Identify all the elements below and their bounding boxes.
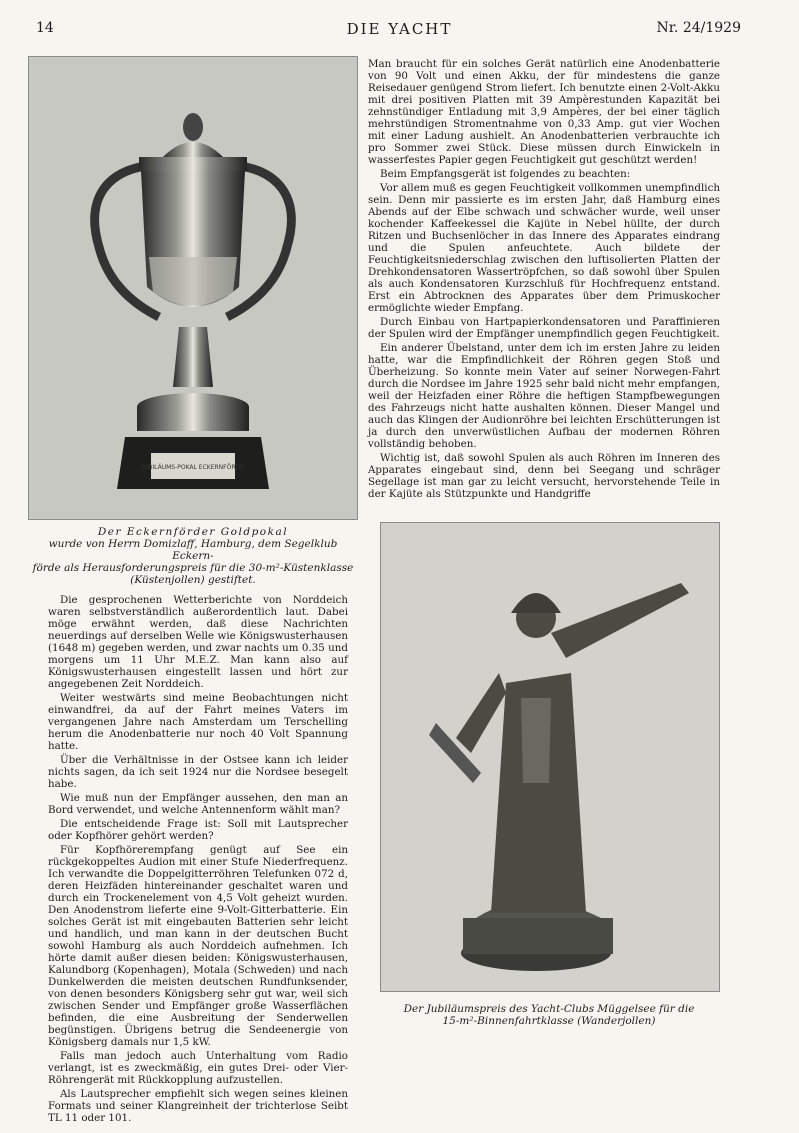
paragraph: Durch Einbau von Hartpapierkondensatoren und Paraffinieren der Spulen wird der Empfänger unempfindlich gegen Feuchtigkeit. xyxy=(368,316,720,340)
paragraph: Falls man jedoch auch Unterhaltung vom Radio verlangt, ist es zweckmäßig, ein gutes Drei- oder Vier-Röhrengerät mit Rückkopplung aufzustellen. xyxy=(48,1050,348,1086)
trophy-illustration xyxy=(29,57,357,519)
trophy-caption xyxy=(28,526,358,586)
caption-line: wurde von Herrn Domizlaff, Hamburg, dem Segelklub Eckern- xyxy=(48,538,338,562)
paragraph: Beim Empfangsgerät ist folgendes zu beachten: xyxy=(380,168,631,180)
caption-line: Der Jubiläumspreis des Yacht-Clubs Müggelsee für die xyxy=(403,1003,695,1015)
paragraph: Weiter westwärts sind meine Beobachtungen nicht einwandfrei, da auf der Fahrt meines Vaters im vergangenen Jahre nach Amsterdam um Terschelling herum die Anodenbatterie nur noch 40 Volt Spannung hatte. xyxy=(48,692,348,752)
caption-line: förde als Herausforderungspreis für die 30-m²-Küstenklasse xyxy=(32,562,354,574)
issue-number: Nr. 24/1929 xyxy=(656,20,741,36)
statue-photo xyxy=(380,522,720,992)
page-number: 14 xyxy=(36,20,54,36)
magazine-title: DIE YACHT xyxy=(346,20,453,38)
caption-line: 15-m²-Binnenfahrtklasse (Wanderjollen) xyxy=(442,1015,656,1027)
paragraph: Für Kopfhörerempfang genügt auf See ein rückgekoppeltes Audion mit einer Stufe Niederfrequenz. Ich verwandte die Doppelgitterröhren Telefunken 072 d, deren Heizfäden hintereinander geschaltet waren und durch ein Trockenelement von 4,5 Volt geheizt wurden. Den Anodenstrom lieferte eine 9-Volt-Gitterbatterie. Ein solches Gerät ist mit eingebauten Batterien sehr leicht und handlich, und man kann in der deutschen Bucht sowohl Hamburg als auch Norddeich aufnehmen. Ich hörte damit außer diesen beiden: Königswusterhausen, Kalundborg (Kopenhagen), Motala (Schweden) und nach Dunkelwerden die meisten deutschen Rundfunksender, von denen besonders Königsberg sehr gut war, weil sich zwischen Sender und Empfänger große Wasserflächen befinden, die eine Ausbreitung der Senderwellen begünstigen. Übrigens betrug die Sendeenergie von Königsberg damals nur 1,5 kW. xyxy=(48,844,348,1048)
left-text-column xyxy=(48,594,348,1124)
statue-illustration xyxy=(381,523,719,991)
paragraph: Vor allem muß es gegen Feuchtigkeit vollkommen unempfindlich sein. Denn mir passierte es im ersten Jahr, daß Hamburg eines Abends auf der Elbe schwach und schwächer wurde, weil unser kochender Kaffeekessel die Kajüte in Nebel hüllte, der durch Ritzen und Buchsenlöcher in das Innere des Apparates eindrang und die Spulen anfeuchtete. Auch bildete der Feuchtigkeitsniederschlag zwischen den luftisolierten Platten der Drehkondensatoren Wassertröpfchen, so daß sowohl über Spulen als auch Kondensatoren Kurzschluß für Hochfrequenz entstand. Erst ein Abtrocknen des Apparates über dem Primuskocher ermöglichte wieder Empfang. xyxy=(368,182,720,314)
caption-line: (Küstenjollen) gestiftet. xyxy=(130,574,256,586)
paragraph: Über die Verhältnisse in der Ostsee kann ich leider nichts sagen, da ich seit 1924 nur die Nordsee besegelt habe. xyxy=(48,754,348,790)
paragraph: Die entscheidende Frage ist: Soll mit Lautsprecher oder Kopfhörer gehört werden? xyxy=(48,818,348,842)
paragraph: Als Lautsprecher empfiehlt sich wegen seines kleinen Formats und seiner Klangreinheit der trichterlose Seibt TL 11 oder 101. xyxy=(48,1088,348,1124)
paragraph: Ein anderer Übelstand, unter dem ich im ersten Jahre zu leiden hatte, war die Empfindlichkeit der Röhren gegen Stoß und Überheizung. So konnte mein Vater auf seiner Norwegen-Fahrt durch die Nordsee im Jahre 1925 sehr bald nicht mehr empfangen, weil der Heizfaden einer Röhre die heftigen Stampfbewegungen des Fahrzeugs nicht hatte aushalten können. Dieser Mangel und auch das Klingen der Audionröhre bei leichten Erschütterungen ist ja durch den unverwüstlichen Aufbau der modernen Röhren vollständig behoben. xyxy=(368,342,721,450)
paragraph: Die gesprochenen Wetterberichte von Norddeich waren selbstverständlich außerordentlich laut. Dabei möge erwähnt werden, daß diese Nachrichten neuerdings auf derselben Welle wie Königswusterhausen (1648 m) gegeben werden, und zwar nachts um 0.35 und morgens um 11 Uhr M.E.Z. Man kann also auf Königswusterhausen eingestellt lassen und hört zur angegebenen Zeit Norddeich. xyxy=(48,594,348,690)
paragraph: Wichtig ist, daß sowohl Spulen als auch Röhren im Inneren des Apparates eingebaut sind, denn bei Seegang und schräger Segellage ist man gar zu leicht versucht, hervorstehende Teile in der Kajüte als Stützpunkte und Handgriffe xyxy=(368,452,720,500)
paragraph: Man braucht für ein solches Gerät natürlich eine Anodenbatterie von 90 Volt und einen Akku, der für mindestens die ganze Reisedauer genügend Strom liefert. Ich benutzte einen 2-Volt-Akku mit drei positiven Platten mit 39 Ampèrestunden Kapazität bei zehnstündiger Entladung mit 3,9 Ampères, der bei einer täglich mehrstündigen Stromentnahme von 0,33 Amp. gut vier Wochen mit einer Ladung aushielt. An Anodenbatterien verbrauchte ich pro Sommer zwei Stück. Diese müssen durch Einwickeln in wasserfestes Papier gegen Feuchtigkeit gut geschützt werden! xyxy=(368,58,720,166)
caption-title: Der Eckernförder Goldpokal xyxy=(97,526,289,538)
paragraph: Wie muß nun der Empfänger aussehen, den man an Bord verwendet, und welche Antennenform wählt man? xyxy=(48,792,348,816)
statue-caption xyxy=(380,1003,718,1027)
trophy-photo xyxy=(28,56,358,520)
trophy-engraving: JUBILÄUMS-POKAL ECKERNFÖRDE xyxy=(142,464,244,471)
right-text-column xyxy=(368,58,720,504)
